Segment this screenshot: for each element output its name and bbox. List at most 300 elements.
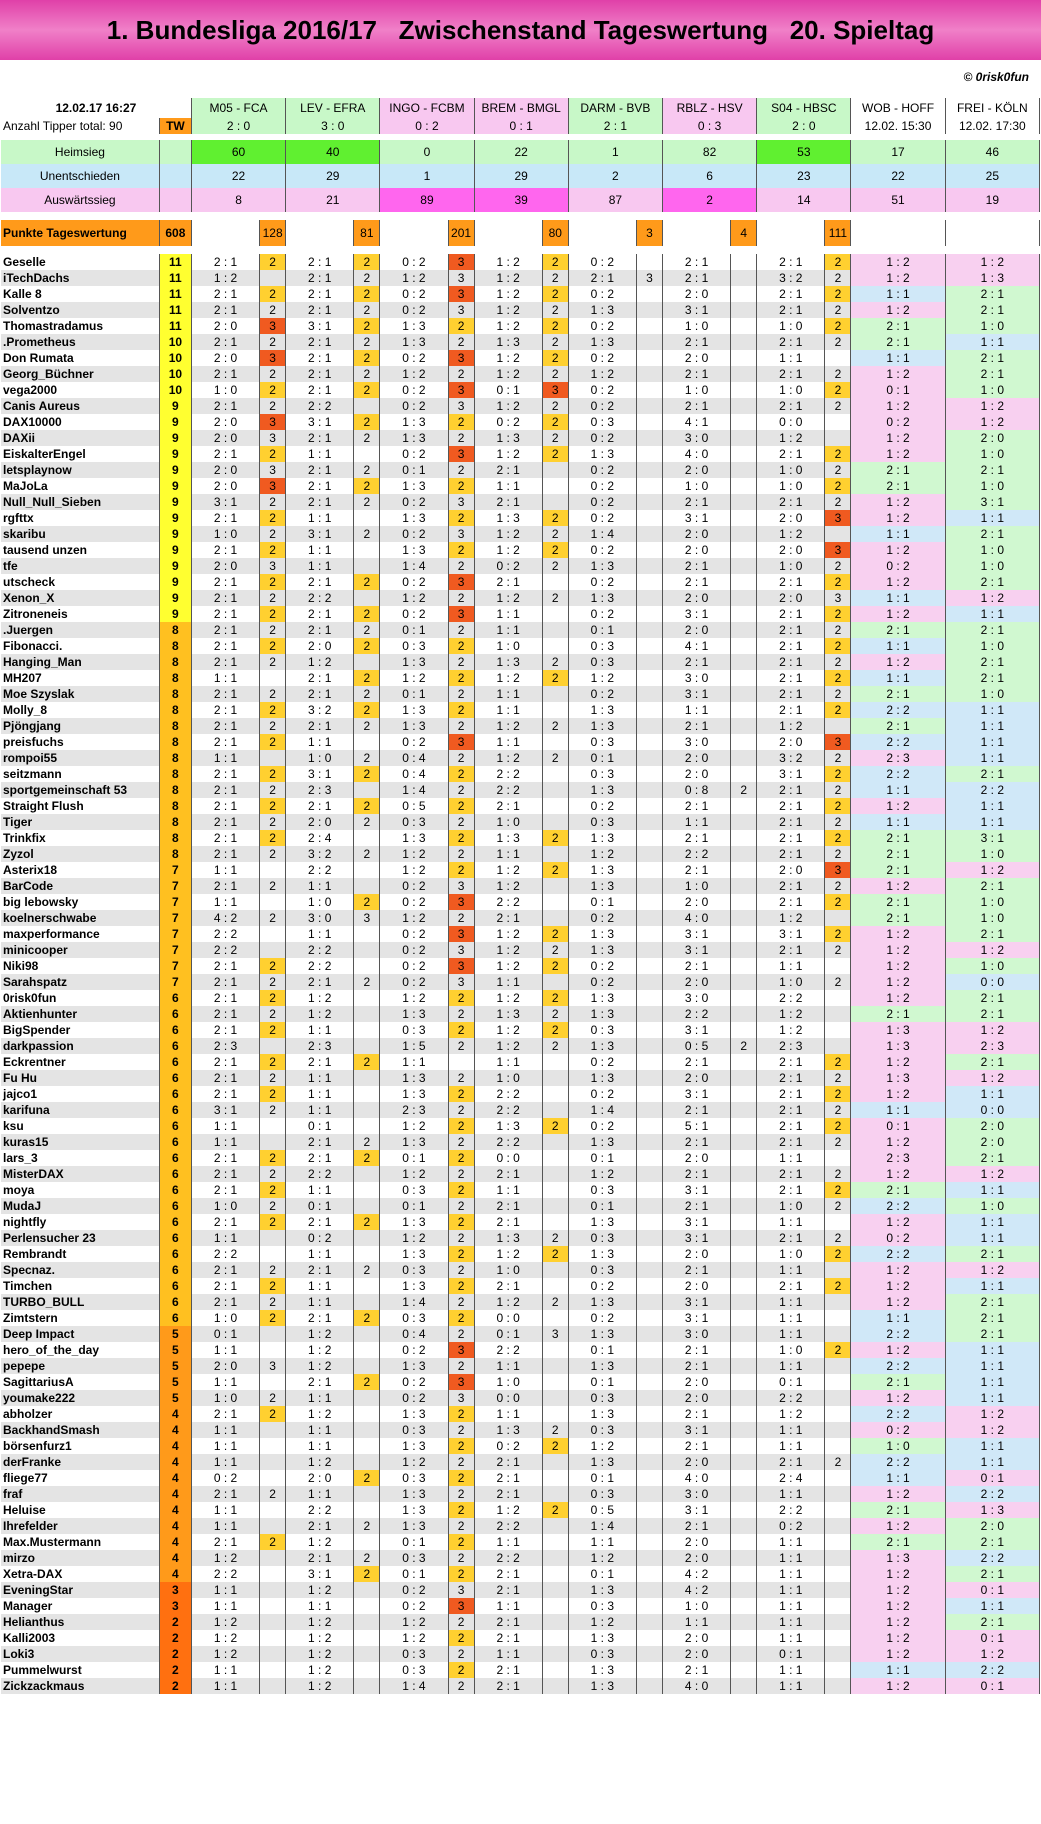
tipp-points: 3 — [542, 1326, 568, 1342]
tipp-score: 1 : 1 — [945, 718, 1039, 734]
tipp-points: 2 — [260, 830, 286, 846]
tipp-points: 3 — [354, 910, 380, 926]
tipp-score: 1 : 3 — [568, 1294, 636, 1310]
tipp-score: 0 : 2 — [851, 414, 945, 430]
tipp-points: 2 — [260, 910, 286, 926]
tipp-score: 1 : 2 — [851, 542, 945, 558]
tipp-points — [731, 894, 757, 910]
tipp-points: 2 — [448, 830, 474, 846]
tipper-tw: 9 — [159, 494, 191, 510]
tipp-score: 1 : 0 — [851, 1438, 945, 1454]
tipp-points: 2 — [825, 622, 851, 638]
tipper-tw: 8 — [159, 846, 191, 862]
tipp-score: 0 : 2 — [380, 398, 448, 414]
tipp-points — [542, 846, 568, 862]
tipp-points — [636, 1262, 662, 1278]
tipp-score: 2 : 3 — [286, 1038, 354, 1054]
tipp-score: 0 : 2 — [380, 1374, 448, 1390]
tipp-points — [542, 910, 568, 926]
tipp-score: 0 : 2 — [568, 1054, 636, 1070]
tipper-tw: 8 — [159, 686, 191, 702]
tipp-score: 1 : 1 — [851, 526, 945, 542]
tipp-score: 1 : 2 — [945, 1166, 1039, 1182]
tipp-score: 1 : 1 — [945, 1230, 1039, 1246]
points-value: 3 — [636, 220, 662, 246]
tipp-points — [260, 1326, 286, 1342]
tipp-score: 1 : 3 — [568, 1038, 636, 1054]
tipp-score: 0 : 2 — [568, 910, 636, 926]
tipp-score: 2 : 1 — [191, 590, 259, 606]
tipp-score: 0 : 2 — [568, 606, 636, 622]
tipp-score: 1 : 1 — [945, 814, 1039, 830]
tipp-score: 4 : 1 — [663, 638, 731, 654]
tipper-tw: 8 — [159, 814, 191, 830]
tipp-points — [825, 1678, 851, 1694]
tipp-points — [825, 1294, 851, 1310]
tipp-score: 1 : 2 — [851, 1086, 945, 1102]
points-value: 128 — [260, 220, 286, 246]
tipp-score: 2 : 0 — [757, 590, 825, 606]
tipp-score: 2 : 1 — [851, 1182, 945, 1198]
tipp-score: 3 : 2 — [286, 702, 354, 718]
tipper-tw: 5 — [159, 1342, 191, 1358]
tipper-tw: 2 — [159, 1614, 191, 1630]
tipp-score: 2 : 1 — [191, 974, 259, 990]
tipp-points — [354, 1022, 380, 1038]
tipp-score: 2 : 2 — [191, 1566, 259, 1582]
tipp-points: 2 — [825, 462, 851, 478]
tipp-score: 1 : 3 — [380, 1214, 448, 1230]
tipp-points — [542, 1566, 568, 1582]
tipp-points — [731, 558, 757, 574]
tipp-score: 1 : 1 — [945, 1374, 1039, 1390]
tipp-points: 2 — [354, 302, 380, 318]
tipp-score: 1 : 1 — [945, 1390, 1039, 1406]
tipp-points — [354, 446, 380, 462]
tipp-points: 2 — [260, 382, 286, 398]
tipp-score: 1 : 2 — [380, 862, 448, 878]
tipp-score: 1 : 2 — [945, 1022, 1039, 1038]
tipp-points: 2 — [825, 1342, 851, 1358]
tipper-row — [1, 990, 1040, 1006]
tipp-points: 2 — [448, 1246, 474, 1262]
tipp-score: 1 : 1 — [663, 702, 731, 718]
tipp-points — [825, 1406, 851, 1422]
tipp-points — [731, 1550, 757, 1566]
tipp-score: 0 : 2 — [380, 1390, 448, 1406]
tipper-row — [1, 1374, 1040, 1390]
tipp-points: 2 — [448, 558, 474, 574]
tipp-points — [825, 1310, 851, 1326]
tipp-score: 0 : 2 — [568, 686, 636, 702]
tipp-points: 2 — [260, 638, 286, 654]
tipp-score: 2 : 1 — [757, 1278, 825, 1294]
tipp-score: 1 : 2 — [568, 1166, 636, 1182]
tipp-points — [731, 798, 757, 814]
tipper-tw: 6 — [159, 1070, 191, 1086]
match-result-row — [1, 118, 1040, 134]
tipp-score: 1 : 3 — [568, 1134, 636, 1150]
tipp-points: 2 — [825, 1166, 851, 1182]
tipp-points — [825, 1518, 851, 1534]
tipp-points — [825, 1502, 851, 1518]
tipp-points — [731, 1102, 757, 1118]
tipp-score: 2 : 1 — [191, 686, 259, 702]
tipp-score: 1 : 1 — [474, 1358, 542, 1374]
tipp-score: 1 : 2 — [286, 1342, 354, 1358]
tipp-points: 2 — [260, 1198, 286, 1214]
tipp-score: 1 : 1 — [191, 750, 259, 766]
tipp-score: 1 : 0 — [945, 382, 1039, 398]
tipp-score: 1 : 2 — [474, 862, 542, 878]
tipp-score: 2 : 1 — [286, 1262, 354, 1278]
tipp-points — [636, 1422, 662, 1438]
tipp-score: 0 : 2 — [380, 574, 448, 590]
tipp-points: 2 — [825, 446, 851, 462]
tipp-score: 3 : 1 — [663, 1086, 731, 1102]
tipp-points: 2 — [825, 942, 851, 958]
tipp-points — [260, 894, 286, 910]
stats-row-heim — [1, 140, 1040, 164]
tipp-points — [542, 734, 568, 750]
tipp-points: 2 — [448, 1182, 474, 1198]
tipp-points: 3 — [448, 398, 474, 414]
tipp-points: 3 — [448, 1342, 474, 1358]
tipper-row — [1, 1358, 1040, 1374]
tipper-tw: 6 — [159, 1214, 191, 1230]
tipp-score: 1 : 2 — [757, 1006, 825, 1022]
tipp-score: 1 : 3 — [851, 1022, 945, 1038]
tipper-name: utscheck — [1, 574, 159, 590]
tipp-score: 1 : 2 — [851, 1518, 945, 1534]
tipper-tw: 4 — [159, 1470, 191, 1486]
tipper-tw: 10 — [159, 382, 191, 398]
tipp-points: 2 — [542, 398, 568, 414]
tipper-name: börsenfurz1 — [1, 1438, 159, 1454]
tipp-score: 2 : 0 — [663, 1630, 731, 1646]
tipper-row — [1, 1326, 1040, 1342]
tipper-row — [1, 542, 1040, 558]
tipp-points: 2 — [825, 366, 851, 382]
points-value: 4 — [731, 220, 757, 246]
tipp-points — [354, 1182, 380, 1198]
tipp-score: 1 : 1 — [757, 350, 825, 366]
stats-value: 87 — [568, 188, 662, 212]
tipp-points: 3 — [448, 1374, 474, 1390]
tipper-tw: 9 — [159, 606, 191, 622]
tipp-score: 1 : 3 — [380, 334, 448, 350]
tipp-points — [636, 1678, 662, 1694]
tipp-points: 2 — [354, 1134, 380, 1150]
tipp-points: 2 — [448, 1038, 474, 1054]
tipp-score: 1 : 3 — [568, 702, 636, 718]
tipper-row — [1, 702, 1040, 718]
tipp-score: 1 : 0 — [286, 750, 354, 766]
tipper-name: Georg_Büchner — [1, 366, 159, 382]
tipp-points — [731, 302, 757, 318]
tipper-name: Zickzackmaus — [1, 1678, 159, 1694]
tipp-score: 0 : 2 — [380, 302, 448, 318]
tipper-name: DAX10000 — [1, 414, 159, 430]
tipp-score: 2 : 1 — [757, 1118, 825, 1134]
tipp-score: 3 : 2 — [757, 270, 825, 286]
tipp-score: 2 : 0 — [663, 1454, 731, 1470]
tipp-points: 2 — [825, 1182, 851, 1198]
tipp-score: 0 : 2 — [474, 558, 542, 574]
tipp-score: 2 : 1 — [945, 622, 1039, 638]
tipper-row — [1, 814, 1040, 830]
tipper-name: BarCode — [1, 878, 159, 894]
tipp-points: 2 — [825, 686, 851, 702]
tipp-score: 0 : 4 — [380, 750, 448, 766]
tipp-score: 2 : 0 — [663, 526, 731, 542]
tipp-points — [636, 1038, 662, 1054]
tipp-points — [354, 830, 380, 846]
tipp-points: 2 — [542, 430, 568, 446]
tipper-tw: 8 — [159, 750, 191, 766]
tipp-points — [731, 1054, 757, 1070]
tipp-score: 3 : 0 — [663, 734, 731, 750]
tipper-row — [1, 1038, 1040, 1054]
tipp-points: 2 — [448, 430, 474, 446]
tipp-score: 3 : 0 — [663, 1486, 731, 1502]
tipp-score: 1 : 3 — [568, 1214, 636, 1230]
tipp-points — [354, 1342, 380, 1358]
tipp-points: 2 — [825, 270, 851, 286]
tipp-score: 1 : 2 — [474, 878, 542, 894]
tipp-score: 1 : 2 — [851, 446, 945, 462]
tipper-tw: 7 — [159, 942, 191, 958]
tipp-points: 2 — [354, 494, 380, 510]
tipp-score: 1 : 0 — [945, 686, 1039, 702]
tipp-score: 2 : 1 — [286, 1054, 354, 1070]
tipp-score: 2 : 0 — [286, 1470, 354, 1486]
tipper-row — [1, 1486, 1040, 1502]
tipp-score: 0 : 2 — [568, 1278, 636, 1294]
tipp-score: 1 : 2 — [286, 1646, 354, 1662]
tipp-score: 2 : 1 — [191, 638, 259, 654]
tipp-score: 2 : 1 — [757, 670, 825, 686]
tipper-row — [1, 1662, 1040, 1678]
tipp-points — [731, 574, 757, 590]
tipper-name: Canis Aureus — [1, 398, 159, 414]
tipp-score: 1 : 1 — [757, 1422, 825, 1438]
tipper-tw: 6 — [159, 1150, 191, 1166]
tipp-points — [731, 734, 757, 750]
tipp-score: 1 : 2 — [474, 286, 542, 302]
tipp-score: 1 : 3 — [380, 830, 448, 846]
tipp-points — [731, 1422, 757, 1438]
tipp-score: 1 : 2 — [851, 1166, 945, 1182]
tipp-score: 1 : 2 — [474, 398, 542, 414]
tipp-score: 1 : 2 — [474, 926, 542, 942]
tipp-score: 2 : 1 — [286, 1374, 354, 1390]
tipp-points: 2 — [448, 1534, 474, 1550]
tipp-points — [448, 1054, 474, 1070]
tipper-row — [1, 798, 1040, 814]
tipp-score: 1 : 1 — [945, 798, 1039, 814]
tipper-row — [1, 1118, 1040, 1134]
stats-value: 1 — [380, 164, 474, 188]
tipp-score: 1 : 2 — [851, 510, 945, 526]
tipp-points — [636, 814, 662, 830]
tipp-points: 2 — [448, 366, 474, 382]
tipp-points — [354, 1038, 380, 1054]
tipp-points — [731, 1246, 757, 1262]
tipp-score: 1 : 3 — [380, 1134, 448, 1150]
tipp-score: 1 : 2 — [286, 1630, 354, 1646]
tipp-points: 2 — [542, 446, 568, 462]
tipp-score: 1 : 0 — [945, 542, 1039, 558]
tipp-score: 0 : 2 — [380, 446, 448, 462]
tipp-score: 1 : 0 — [757, 382, 825, 398]
tipp-score: 0 : 2 — [380, 382, 448, 398]
tipp-score: 2 : 2 — [286, 1166, 354, 1182]
tipper-name: Pummelwurst — [1, 1662, 159, 1678]
tipp-points — [636, 1022, 662, 1038]
tipp-points: 2 — [542, 510, 568, 526]
tipper-name: BackhandSmash — [1, 1422, 159, 1438]
tipp-points — [731, 414, 757, 430]
tipp-score: 2 : 1 — [474, 1566, 542, 1582]
tipper-name: Thomastradamus — [1, 318, 159, 334]
tipp-score: 1 : 1 — [757, 958, 825, 974]
tipp-points — [731, 846, 757, 862]
tipp-score: 1 : 2 — [757, 910, 825, 926]
tipp-points — [636, 1598, 662, 1614]
tipp-score: 2 : 1 — [191, 846, 259, 862]
tipp-points — [731, 926, 757, 942]
tipp-score: 2 : 1 — [851, 830, 945, 846]
tipper-name: EiskalterEngel — [1, 446, 159, 462]
tipp-points: 2 — [260, 1054, 286, 1070]
tipp-points: 2 — [825, 782, 851, 798]
tipp-score: 2 : 1 — [474, 462, 542, 478]
tipp-score: 1 : 1 — [945, 1358, 1039, 1374]
stats-value: 22 — [191, 164, 285, 188]
tipp-points — [354, 926, 380, 942]
tipp-score: 2 : 1 — [757, 254, 825, 270]
tipper-tw: 7 — [159, 974, 191, 990]
match-label: DARM - BVB — [568, 98, 662, 118]
tipp-score: 0 : 2 — [851, 1422, 945, 1438]
tipp-score: 3 : 1 — [663, 1310, 731, 1326]
tipper-row — [1, 654, 1040, 670]
tipper-tw: 6 — [159, 1294, 191, 1310]
tipp-points — [636, 1630, 662, 1646]
tipp-points: 2 — [825, 1086, 851, 1102]
tipp-points — [636, 1070, 662, 1086]
tipp-points: 3 — [448, 350, 474, 366]
tipp-score: 2 : 0 — [663, 286, 731, 302]
tipp-points: 3 — [260, 414, 286, 430]
tipp-points: 2 — [825, 846, 851, 862]
tipp-score: 1 : 3 — [474, 430, 542, 446]
tipp-points — [731, 478, 757, 494]
tipper-tw: 10 — [159, 334, 191, 350]
tipp-points: 2 — [354, 766, 380, 782]
tipp-score: 1 : 1 — [851, 350, 945, 366]
tipp-points: 2 — [260, 398, 286, 414]
tipp-score: 2 : 1 — [474, 1486, 542, 1502]
tipp-score: 1 : 0 — [474, 638, 542, 654]
tipp-score: 4 : 0 — [663, 910, 731, 926]
tipper-tw: 9 — [159, 526, 191, 542]
tipp-points: 2 — [448, 782, 474, 798]
tipp-score: 1 : 2 — [945, 942, 1039, 958]
tipp-score: 1 : 2 — [474, 1246, 542, 1262]
tipp-points: 2 — [448, 1422, 474, 1438]
tipp-points — [542, 1134, 568, 1150]
tipp-points: 2 — [448, 1470, 474, 1486]
tipp-points: 2 — [354, 1550, 380, 1566]
tipper-tw: 6 — [159, 1086, 191, 1102]
tipp-score: 2 : 1 — [757, 1230, 825, 1246]
tipp-score: 1 : 2 — [474, 990, 542, 1006]
tipp-score: 0 : 4 — [380, 1326, 448, 1342]
tipp-points — [542, 606, 568, 622]
tipp-points: 2 — [448, 1102, 474, 1118]
tipp-score: 1 : 2 — [945, 398, 1039, 414]
match-result: 2 : 0 — [191, 118, 285, 134]
tipp-points: 2 — [260, 766, 286, 782]
tipp-score: 1 : 1 — [851, 670, 945, 686]
tipper-name: vega2000 — [1, 382, 159, 398]
tipp-score: 2 : 3 — [286, 782, 354, 798]
tipp-score: 2 : 0 — [663, 974, 731, 990]
tipp-score: 3 : 1 — [286, 318, 354, 334]
tipp-score: 1 : 1 — [757, 1566, 825, 1582]
tipp-score: 0 : 1 — [286, 1118, 354, 1134]
tipp-points — [636, 526, 662, 542]
tipp-score: 1 : 0 — [945, 318, 1039, 334]
match-result: 12.02. 15:30 — [851, 118, 945, 134]
tipp-score: 1 : 2 — [851, 494, 945, 510]
tipp-points — [636, 846, 662, 862]
tipp-score: 1 : 3 — [380, 1518, 448, 1534]
tipp-score: 1 : 0 — [191, 1390, 259, 1406]
tipp-score: 2 : 1 — [663, 334, 731, 350]
tipp-score: 0 : 1 — [945, 1582, 1039, 1598]
tipp-points: 2 — [448, 814, 474, 830]
tipp-score: 1 : 1 — [191, 1422, 259, 1438]
tipp-score: 0 : 1 — [474, 1326, 542, 1342]
tipp-points: 2 — [448, 1022, 474, 1038]
tipp-score: 1 : 1 — [191, 1230, 259, 1246]
tipp-points: 2 — [448, 1278, 474, 1294]
tipp-points — [260, 270, 286, 286]
match-label: LEV - EFRA — [286, 98, 380, 118]
tipp-score: 3 : 1 — [663, 1182, 731, 1198]
tipp-score: 2 : 1 — [757, 782, 825, 798]
tipper-tw: 8 — [159, 782, 191, 798]
tipp-points: 3 — [542, 382, 568, 398]
tipp-points: 2 — [448, 1198, 474, 1214]
tipp-score: 2 : 2 — [851, 1358, 945, 1374]
tipp-score: 1 : 1 — [851, 590, 945, 606]
tipper-tw: 6 — [159, 1198, 191, 1214]
datetime: 12.02.17 16:27 — [1, 98, 191, 118]
tipp-score: 2 : 1 — [851, 718, 945, 734]
tipp-points: 2 — [542, 654, 568, 670]
tw-header: TW — [159, 118, 191, 134]
tipp-score: 1 : 2 — [851, 798, 945, 814]
tipp-score: 3 : 1 — [663, 942, 731, 958]
tipp-points: 2 — [448, 622, 474, 638]
tipp-score: 1 : 2 — [474, 270, 542, 286]
tipp-score: 2 : 1 — [757, 606, 825, 622]
tipp-points — [825, 1422, 851, 1438]
